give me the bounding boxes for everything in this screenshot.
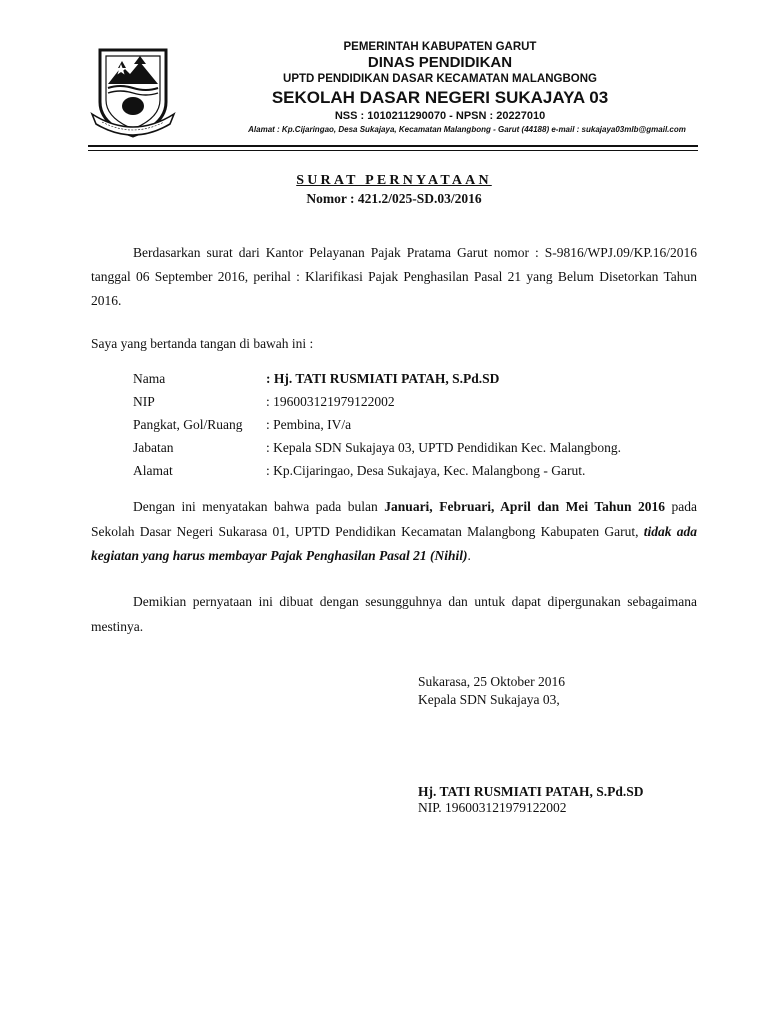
statement-paragraph [91, 495, 697, 569]
identity-value: : 196003121979122002 [266, 394, 395, 409]
closing-paragraph: Demikian pernyataan ini dibuat dengan sesungguhnya dan untuk dapat dipergunakan sebagaimana mestinya. [91, 594, 697, 634]
garut-regency-logo-icon [88, 44, 178, 140]
signature-name: Hj. TATI RUSMIATI PATAH, S.Pd.SD [418, 784, 644, 799]
document-number: Nomor : 421.2/025-SD.03/2016 [306, 191, 482, 206]
identity-value: : Kepala SDN Sukajaya 03, UPTD Pendidikan Kec. Malangbong. [266, 440, 622, 455]
letterhead-school-name: SEKOLAH DASAR NEGERI SUKAJAYA 03 [271, 88, 609, 107]
statement-text: . [467, 548, 471, 563]
identity-label: Alamat [133, 463, 173, 478]
identity-label: Nama [133, 371, 166, 386]
letterhead-uptd: UPTD PENDIDIKAN DASAR KECAMATAN MALANGBONG [283, 73, 597, 85]
identity-label: NIP [133, 394, 155, 409]
identity-row-nip [133, 390, 713, 413]
statement-months: Januari, Februari, April dan Mei Tahun 2016 [384, 499, 665, 514]
document-title: SURAT PERNYATAAN [296, 173, 492, 188]
signatory-intro: Saya yang bertanda tangan di bawah ini : [91, 336, 314, 351]
identity-row-name [133, 367, 713, 390]
letterhead-nss-npsn: NSS : 1010211290070 - NPSN : 20227010 [334, 110, 546, 122]
letterhead-government: PEMERINTAH KABUPATEN GARUT [343, 41, 537, 53]
letterhead-divider-thin [88, 150, 698, 151]
identity-value: : Pembina, IV/a [266, 417, 352, 432]
identity-row-address [133, 459, 713, 482]
signature-role: Kepala SDN Sukajaya 03, [418, 692, 560, 707]
identity-row-rank [133, 413, 713, 436]
opening-paragraph: Berdasarkan surat dari Kantor Pelayanan Pajak Pratama Garut nomor : S-9816/WPJ.09/KP.16/2016 tanggal 06 September 2016, perihal : Klarifikasi Pajak Penghasilan Pasal 21 yang Belum Disetorkan Tahun 2016. [91, 245, 697, 308]
signature-place-date: Sukarasa, 25 Oktober 2016 [418, 674, 565, 689]
letterhead [190, 40, 690, 136]
identity-value: : Hj. TATI RUSMIATI PATAH, S.Pd.SD [266, 371, 500, 386]
identity-table [133, 367, 713, 482]
letterhead-divider-thick [88, 145, 698, 147]
signature-nip: NIP. 196003121979122002 [418, 800, 567, 815]
statement-text: Dengan ini menyatakan bahwa pada bulan [133, 499, 385, 514]
identity-label: Jabatan [133, 440, 174, 455]
statement-text: pada Sekolah Dasar Negeri Sukarasa 01, UPTD Pendidikan Kecamatan Malangbong Kabupaten Garut, [91, 499, 697, 539]
statement-emphasis: tidak ada kegiatan yang harus membayar Pajak Penghasilan Pasal 21 (Nihil) [91, 523, 697, 563]
letterhead-address: Alamat : Kp.Cijaringao, Desa Sukajaya, Kecamatan Malangbong - Garut (44188) e-mail : sukajaya03mlb@gmail.com [248, 125, 686, 134]
letterhead-department: DINAS PENDIDIKAN [367, 54, 513, 71]
identity-value: : Kp.Cijaringao, Desa Sukajaya, Kec. Malangbong - Garut. [266, 463, 586, 478]
identity-label: Pangkat, Gol/Ruang [133, 417, 243, 432]
identity-row-position [133, 436, 713, 459]
